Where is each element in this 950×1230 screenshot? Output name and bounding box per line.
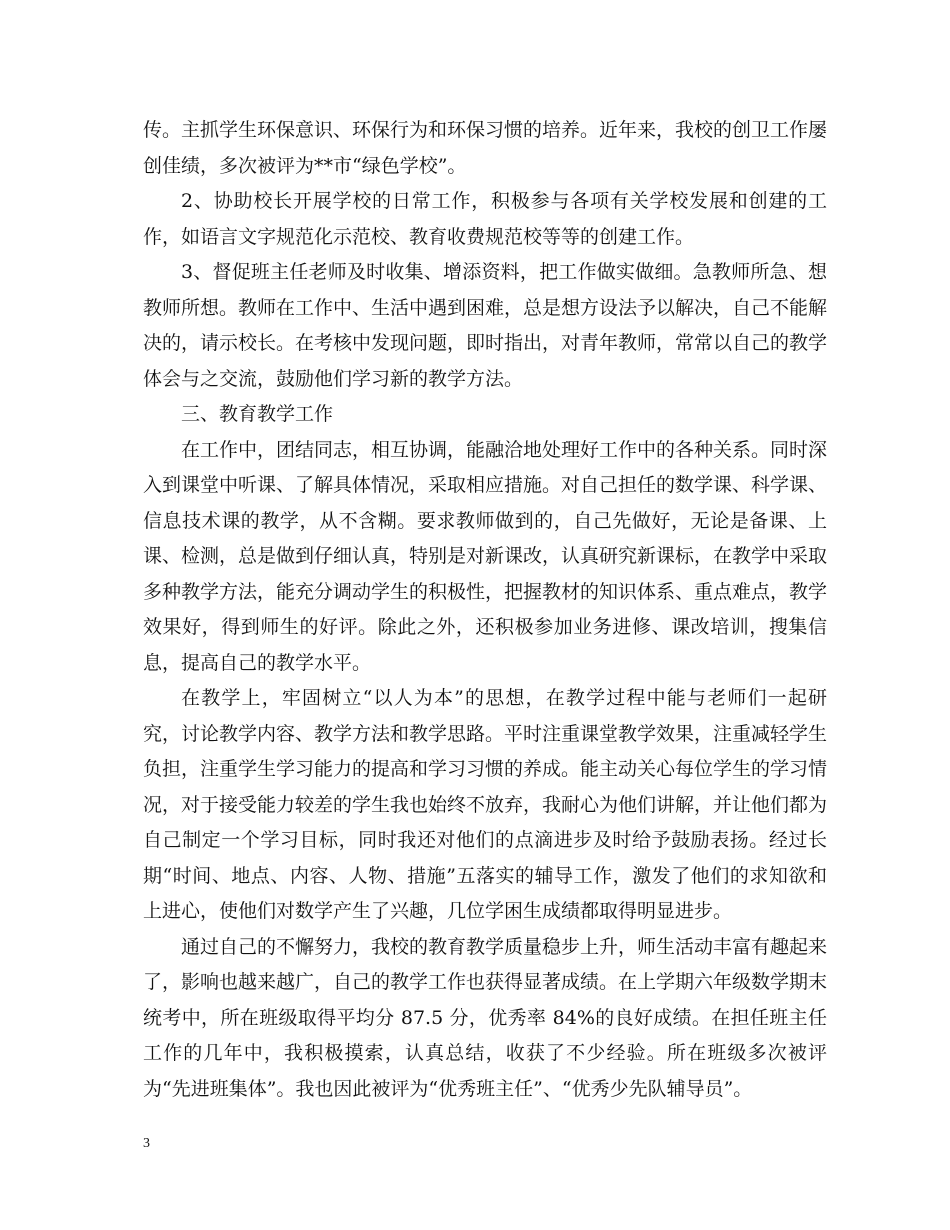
paragraph-continuation: 传。主抓学生环保意识、环保行为和环保习惯的培养。近年来，我校的创卫工作屡创佳绩，多次被评为**市“绿色学校”。: [143, 119, 828, 177]
paragraph-item-3: 3、督促班主任老师及时收集、增添资料，把工作做实做细。急教师所急、想教师所想。教师在工作中、生活中遇到困难，总是想方设法予以解决，自己不能解决的，请示校长。在考核中发现问题，即时指出，对青年教师，常常以自己的教学体会与之交流，鼓励他们学习新的教学方法。: [143, 261, 828, 390]
paragraph-achievements: 通过自己的不懈努力，我校的教育教学质量稳步上升，师生活动丰富有趣起来了，影响也越来越广，自己的教学工作也获得显著成绩。在上学期六年级数学期末统考中，所在班级取得平均分 87.5 分，优秀率 84%的良好成绩。在担任班主任工作的几年中，我积极摸索，认真总结，收获了不少经验。所在班级多次被评为“先进班集体”。我也因此被评为“优秀班主任”、“优秀少先队辅导员”。: [143, 935, 828, 1100]
section-heading: 三、教育教学工作: [181, 403, 334, 425]
paragraph-teaching-work: 在工作中，团结同志，相互协调，能融洽地处理好工作中的各种关系。同时深入到课堂中听课、了解具体情况，采取相应措施。对自己担任的数学课、科学课、信息技术课的教学，从不含糊。要求教师做到的，自己先做好，无论是备课、上课、检测，总是做到仔细认真，特别是对新课改，认真研究新课标，在教学中采取多种教学方法，能充分调动学生的积极性，把握教材的知识体系、重点难点，教学效果好，得到师生的好评。除此之外，还积极参加业务进修、课改培训，搜集信息，提高自己的教学水平。: [143, 438, 828, 674]
paragraph-teaching-approach: 在教学上，牢固树立“以人为本”的思想，在教学过程中能与老师们一起研究，讨论教学内容、教学方法和教学思路。平时注重课堂教学效果，注重减轻学生负担，注重学生学习能力的提高和学习习惯的养成。能主动关心每位学生的学习情况，对于接受能力较差的学生我也始终不放弃，我耐心为他们讲解，并让他们都为自己制定一个学习目标，同时我还对他们的点滴进步及时给予鼓励表扬。经过长期“时间、地点、内容、人物、措施”五落实的辅导工作，激发了他们的求知欲和上进心，使他们对数学产生了兴趣，几位学困生成绩都取得明显进步。: [143, 687, 828, 922]
document-body: [143, 113, 827, 1107]
page-number: 3: [143, 1136, 150, 1151]
paragraph-item-2: 2、协助校长开展学校的日常工作，积极参与各项有关学校发展和创建的工作，如语言文字规范化示范校、教育收费规范校等等的创建工作。: [143, 190, 827, 248]
